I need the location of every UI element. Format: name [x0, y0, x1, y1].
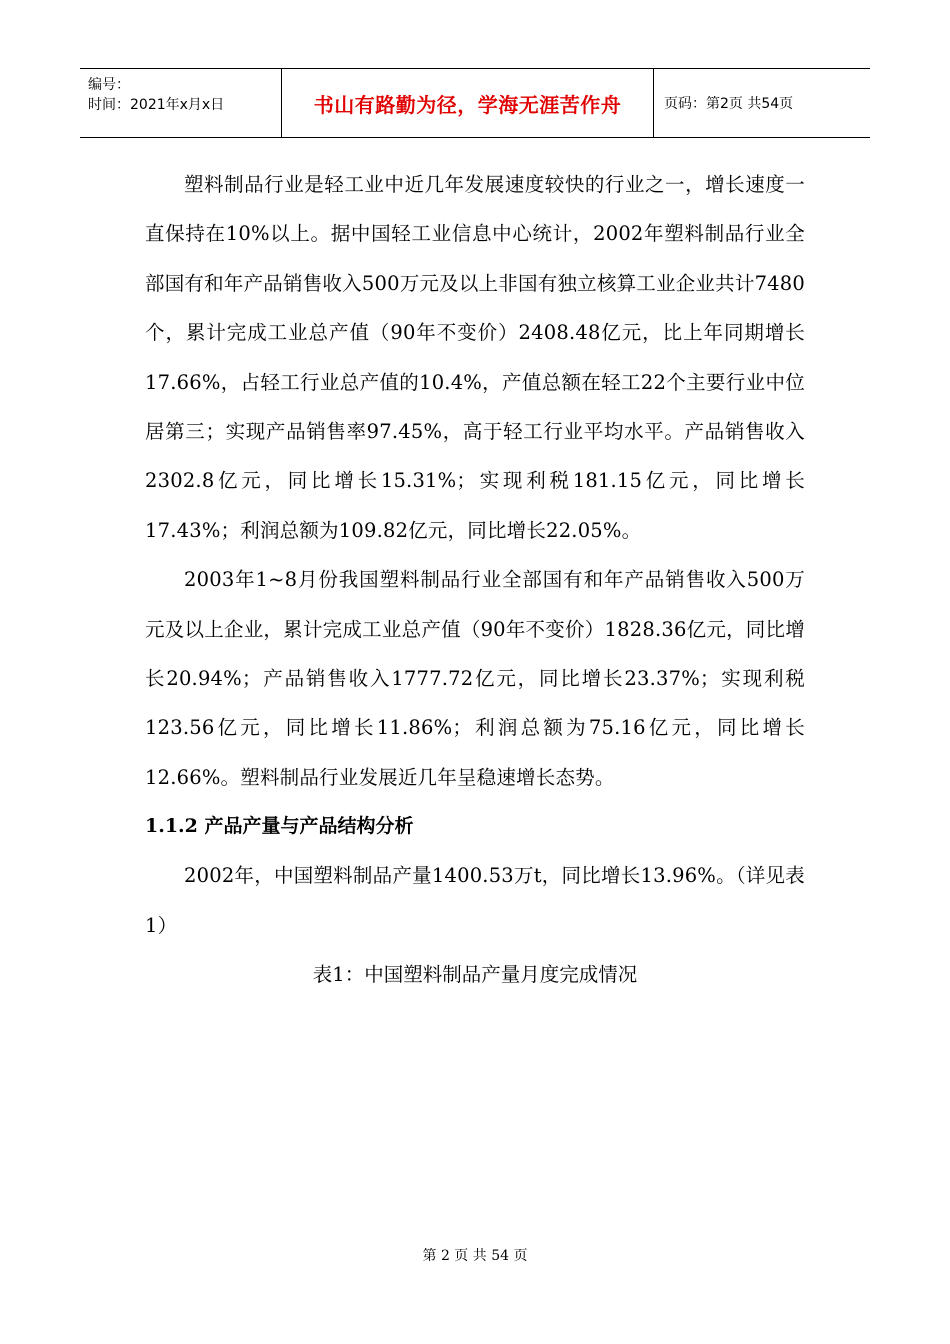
table-caption: 表1：中国塑料制品产量月度完成情况 [312, 963, 638, 987]
body-paragraph-2: 2003年1~8月份我国塑料制品行业全部国有和年产品销售收入500万元及以上企业，累计完成工业总产值（90年不变价）1828.36亿元，同比增长20.94%；产品销售收入1777.72亿元，同比增长23.37%；实现利税123.56亿元，同比增长11.86%；利润总额为75.16亿元，同比增长12.66%。塑料制品行业发展近几年呈稳速增长态势。 [145, 568, 805, 789]
header-meta-cell [80, 69, 282, 137]
date-label: 时间：2021年x月x日 [88, 97, 225, 113]
header-page-info: 页码：第2页 共54页 [664, 96, 794, 112]
page-header [80, 68, 870, 138]
document-body [145, 160, 805, 999]
body-paragraph-1: 塑料制品行业是轻工业中近几年发展速度较快的行业之一，增长速度一直保持在10%以上。据中国轻工业信息中心统计，2002年塑料制品行业全部国有和年产品销售收入500万元及以上非国有独立核算工业企业共计7480个，累计完成工业总产值（90年不变价）2408.48亿元，比上年同期增长17.66%，占轻工行业总产值的10.4%，产值总额在轻工22个主要行业中位居第三；实现产品销售率97.45%，高于轻工行业平均水平。产品销售收入2302.8亿元，同比增长15.31%；实现利税181.15亿元，同比增长17.43%；利润总额为109.82亿元，同比增长22.05%。 [145, 173, 805, 542]
page-footer: 第 2 页 共 54 页 [422, 1248, 528, 1264]
header-motto: 书山有路勤为径，学海无涯苦作舟 [282, 69, 654, 137]
section-paragraph: 2002年，中国塑料制品产量1400.53万t，同比增长13.96%。（详见表1） [145, 864, 805, 937]
section-heading: 1.1.2 产品产量与产品结构分析 [145, 815, 414, 838]
serial-label: 编号： [88, 77, 130, 93]
